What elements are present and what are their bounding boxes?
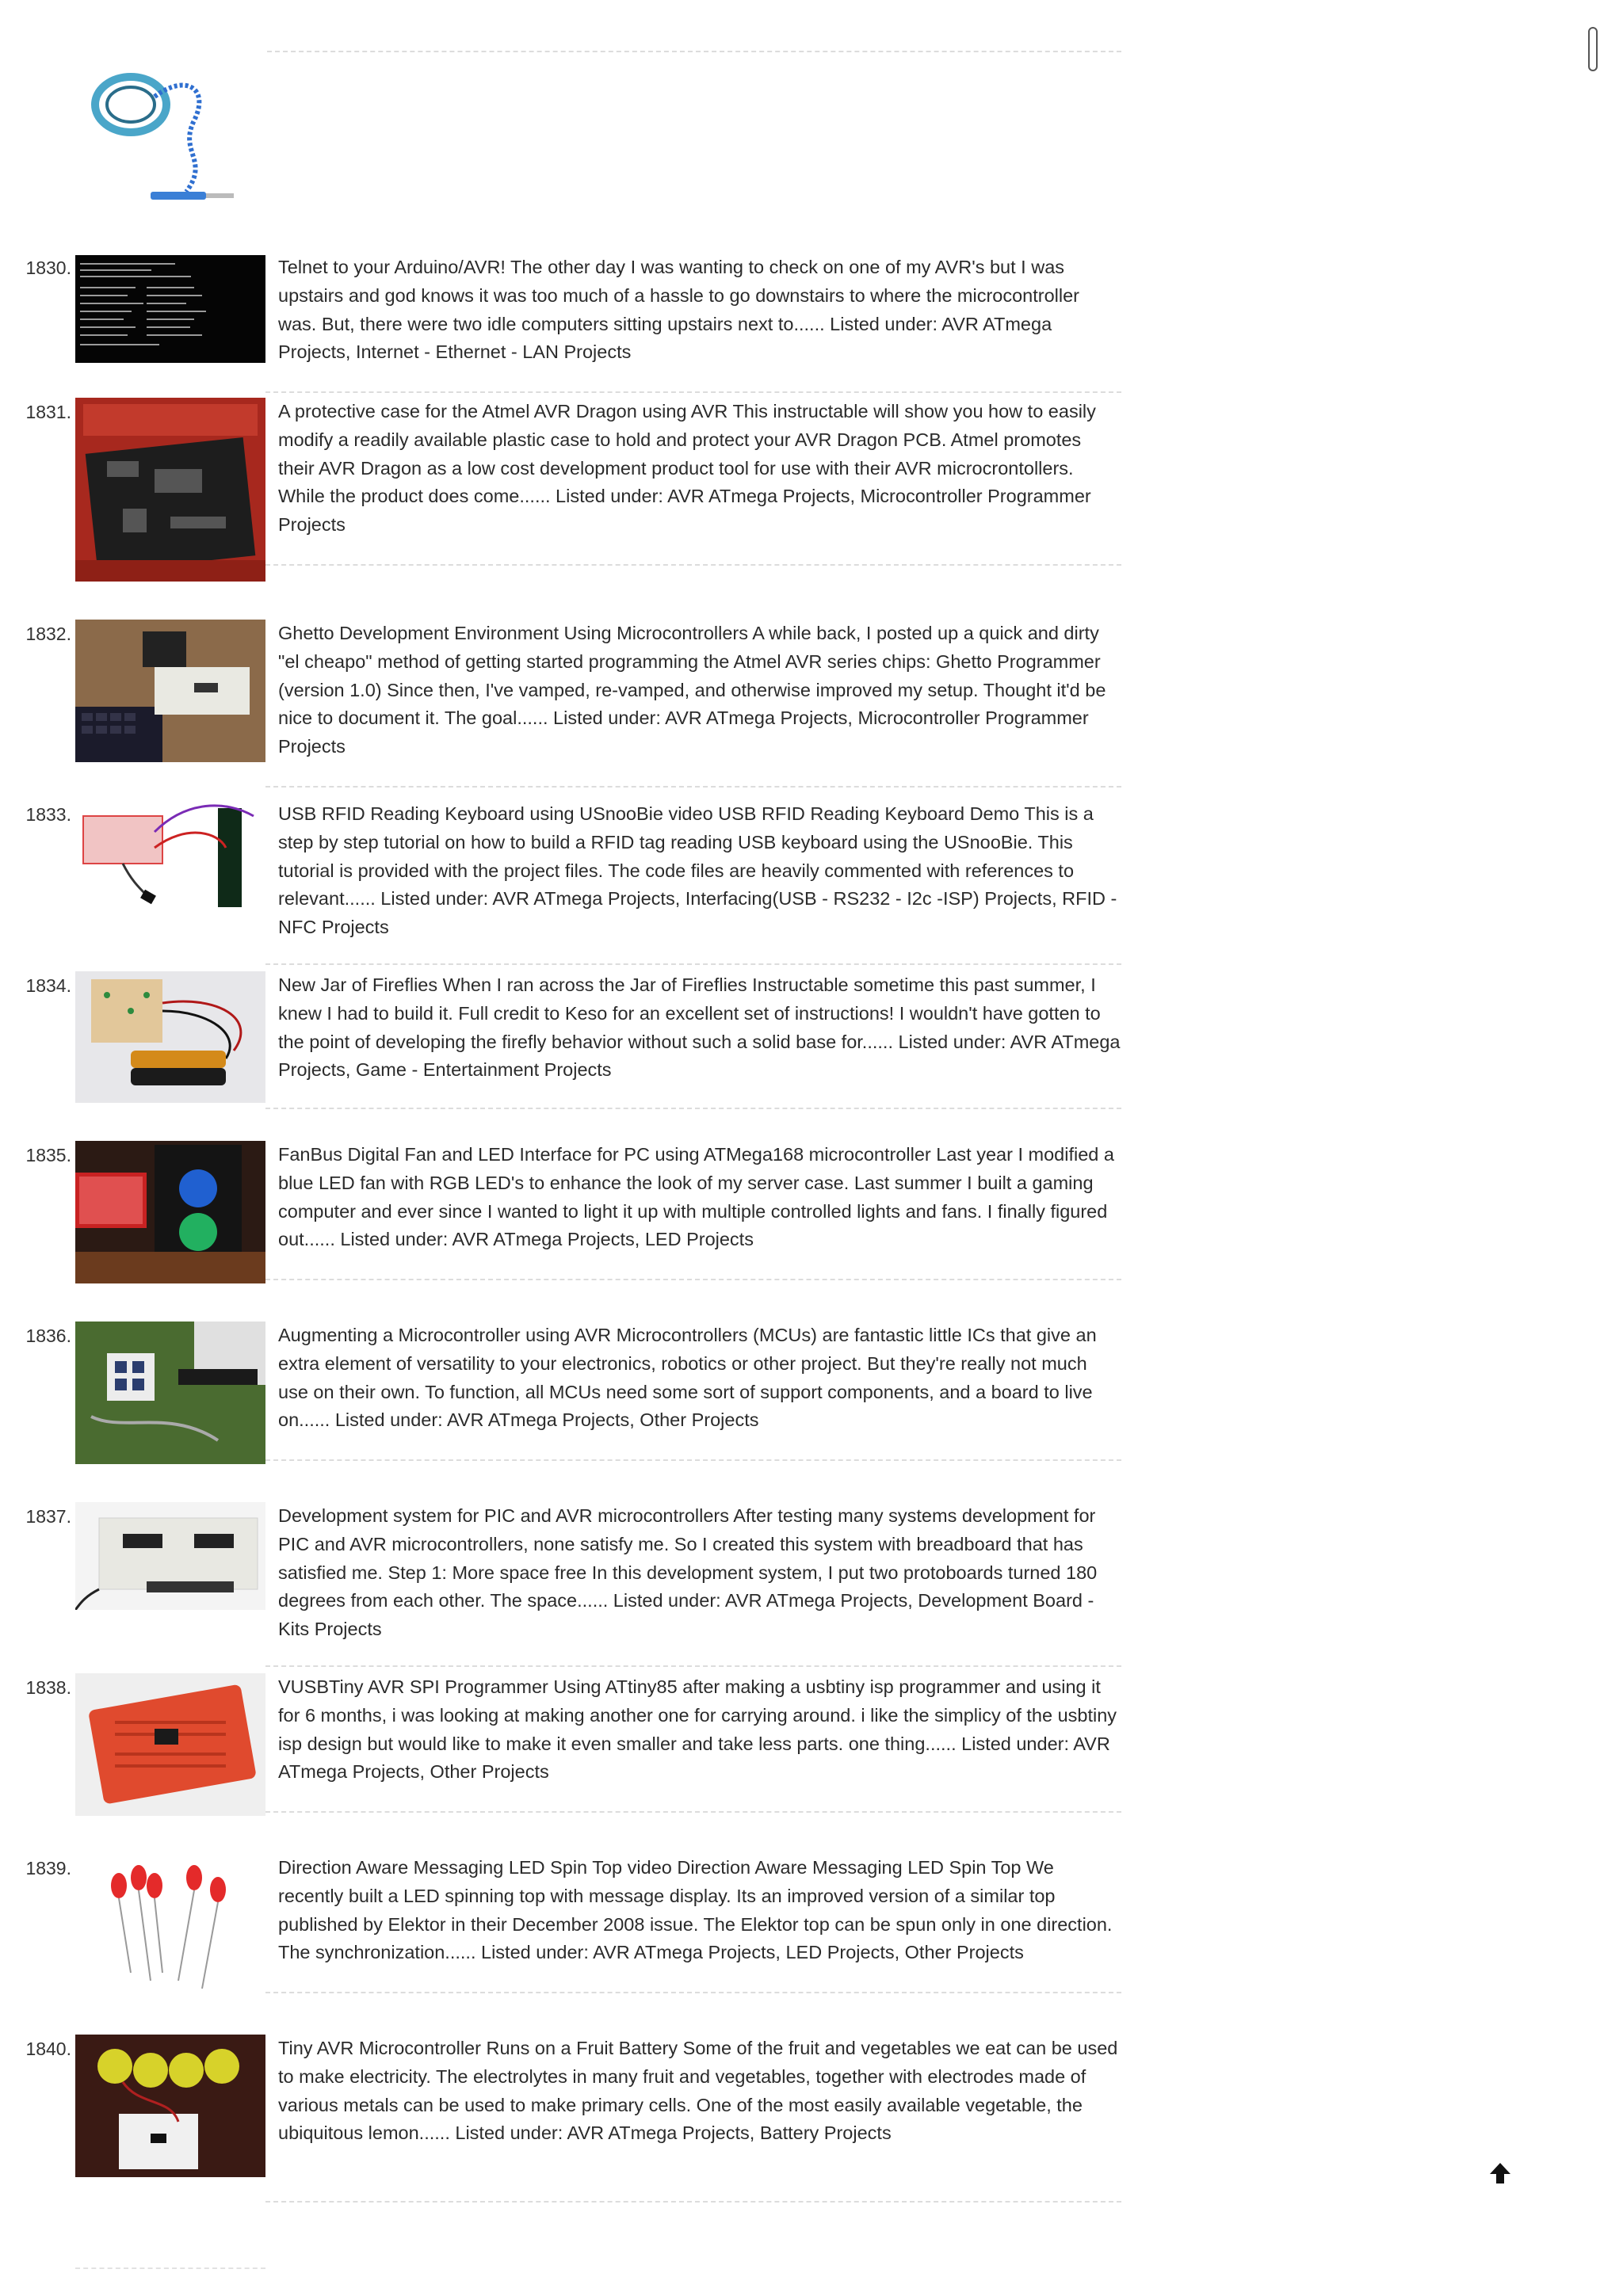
item-description[interactable]: New Jar of Fireflies When I ran across the Jar of Fireflies Instructable sometime this past summer, I knew I had to build it. Full credit to Keso for an excellent set of instructions! I wouldn't have gotten to the point of developing the firefly behavior without such a solid base for...... Listed under: AVR ATmega Projects, Game - Entertainment Projects — [278, 974, 1121, 1081]
divider — [265, 963, 1121, 965]
item-description[interactable]: A protective case for the Atmel AVR Dragon using AVR This instructable will show you how to easily modify a readily available plastic case to hold and protect your AVR Dragon PCB. Atmel promotes their AVR Dragon as a low cost development product tool for use with their AVR microcrontollers. While the product does come...... Listed under: AVR ATmega Projects, Microcontroller Programmer Projects — [278, 401, 1096, 536]
divider — [265, 1459, 1121, 1461]
scrollbar-thumb[interactable] — [1588, 27, 1598, 71]
divider — [267, 51, 1121, 52]
terminal-thumbnail[interactable] — [75, 255, 265, 363]
list-item-previous — [75, 24, 1121, 214]
item-number: 1839. — [25, 1858, 71, 1878]
item-number: 1831. — [25, 402, 71, 422]
divider — [265, 786, 1121, 788]
lemon-battery-thumbnail[interactable] — [75, 2035, 265, 2177]
item-number: 1833. — [25, 804, 71, 825]
divider — [265, 1108, 1121, 1109]
item-description[interactable]: Telnet to your Arduino/AVR! The other day I was wanting to check on one of my AVR's but I was upstairs and god knows it was too much of a hassle to go downstairs to where the microcontroller was. But, there were two idle computers sitting upstairs next to...... Listed under: AVR ATmega Projects, Internet - Ethernet - LAN Projects — [278, 257, 1080, 363]
item-number: 1832. — [25, 624, 71, 644]
divider — [265, 564, 1121, 566]
item-number: 1840. — [25, 2039, 71, 2059]
item-description[interactable]: Development system for PIC and AVR microcontrollers After testing many systems development for PIC and AVR microcontrollers, none satisfy me. So I created this system with breadboard that has satisfied me. Step 1: More space free In this development system, I put two protoboards turned 180 degrees from each other. The space...... Listed under: AVR ATmega Projects, Development Board - Kits Projects — [278, 1505, 1098, 1640]
divider — [265, 1992, 1121, 1993]
item-number: 1830. — [25, 257, 71, 278]
rfid-board-thumbnail[interactable] — [75, 800, 265, 913]
item-description[interactable]: Augmenting a Microcontroller using AVR Microcontrollers (MCUs) are fantastic little ICs that give an extra element of versatility to your electronics, robotics or other project. But they're really not much use on their own. To function, all MCUs need some sort of support components, and a board to live on...... Listed under: AVR ATmega Projects, Other Projects — [278, 1325, 1097, 1431]
divider — [265, 1279, 1121, 1280]
item-number: 1837. — [25, 1506, 71, 1527]
item-description[interactable]: VUSBTiny AVR SPI Programmer Using ATtiny85 after making a usbtiny isp programmer and using it for 6 months, i was looking at making another one for carrying around. i like the simplicy of the usbtiny isp design but would like to make it even smaller and take less parts. one thing...... Listed under: AVR ATmega Projects, Other Projects — [278, 1676, 1117, 1783]
green-pcb-thumbnail[interactable] — [75, 1322, 265, 1464]
divider — [265, 1811, 1121, 1813]
divider — [265, 1665, 1121, 1667]
dev-breadboard-thumbnail[interactable] — [75, 1502, 265, 1610]
item-description[interactable]: FanBus Digital Fan and LED Interface for PC using ATMega168 microcontroller Last year I modified a blue LED fan with RGB LED's to enhance the look of my server case. Last summer I built a gaming computer and ever since I wanted to light it up with multiple controlled lights and fans. I finally figured out...... Listed under: AVR ATmega Projects, LED Projects — [278, 1144, 1114, 1250]
divider — [75, 2267, 265, 2269]
item-description[interactable]: Ghetto Development Environment Using Microcontrollers A while back, I posted up a quick and dirty "el cheapo" method of getting started programming the Atmel AVR series chips: Ghetto Programmer (version 1.0) Since then, I've vamped, re-vamped, and otherwise improved my setup. Thought it'd be nice to document it. The goal...... Listed under: AVR ATmega Projects, Microcontroller Programmer Projects — [278, 623, 1106, 757]
red-leds-thumbnail[interactable] — [75, 1854, 265, 1997]
item-number: 1836. — [25, 1325, 71, 1346]
divider — [265, 2201, 1121, 2203]
battery-perfboard-thumbnail[interactable] — [75, 971, 265, 1103]
item-number: 1835. — [25, 1145, 71, 1165]
item-number: 1838. — [25, 1677, 71, 1698]
breadboard-thumbnail[interactable] — [75, 620, 265, 762]
item-description[interactable]: Direction Aware Messaging LED Spin Top video Direction Aware Messaging LED Spin Top We recently built a LED spinning top with message display. Its an improved version of a similar top published by Elektor in their December 2008 issue. The Elektor top can be spun only in one direction. The synchronization...... Listed under: AVR ATmega Projects, LED Projects, Other Projects — [278, 1857, 1113, 1963]
red-breadboard-thumbnail[interactable] — [75, 1673, 265, 1816]
divider — [265, 391, 1121, 393]
wrist-strap-thumbnail[interactable] — [75, 41, 265, 227]
arrow-up-icon[interactable] — [1487, 2160, 1514, 2187]
item-number: 1834. — [25, 975, 71, 996]
item-description[interactable]: USB RFID Reading Keyboard using USnooBie video USB RFID Reading Keyboard Demo This is a step by step tutorial on how to build a RFID tag reading USB keyboard using the USnooBie. This tutorial is provided with the project files. The code files are heavily commented with references to relevant...... Listed under: AVR ATmega Projects, Interfacing(USB - RS232 - I2c -ISP) Projects, RFID - NFC Projects — [278, 803, 1117, 938]
pc-case-thumbnail[interactable] — [75, 1141, 265, 1283]
avr-dragon-case-thumbnail[interactable] — [75, 398, 265, 582]
item-description[interactable]: Tiny AVR Microcontroller Runs on a Fruit Battery Some of the fruit and vegetables we eat can be used to make electricity. The electrolytes in many fruit and vegetables, together with electrodes made of various metals can be used to make primary cells. One of the most easily available vegetable, the ubiquitous lemon...... Listed under: AVR ATmega Projects, Battery Projects — [278, 2038, 1118, 2144]
